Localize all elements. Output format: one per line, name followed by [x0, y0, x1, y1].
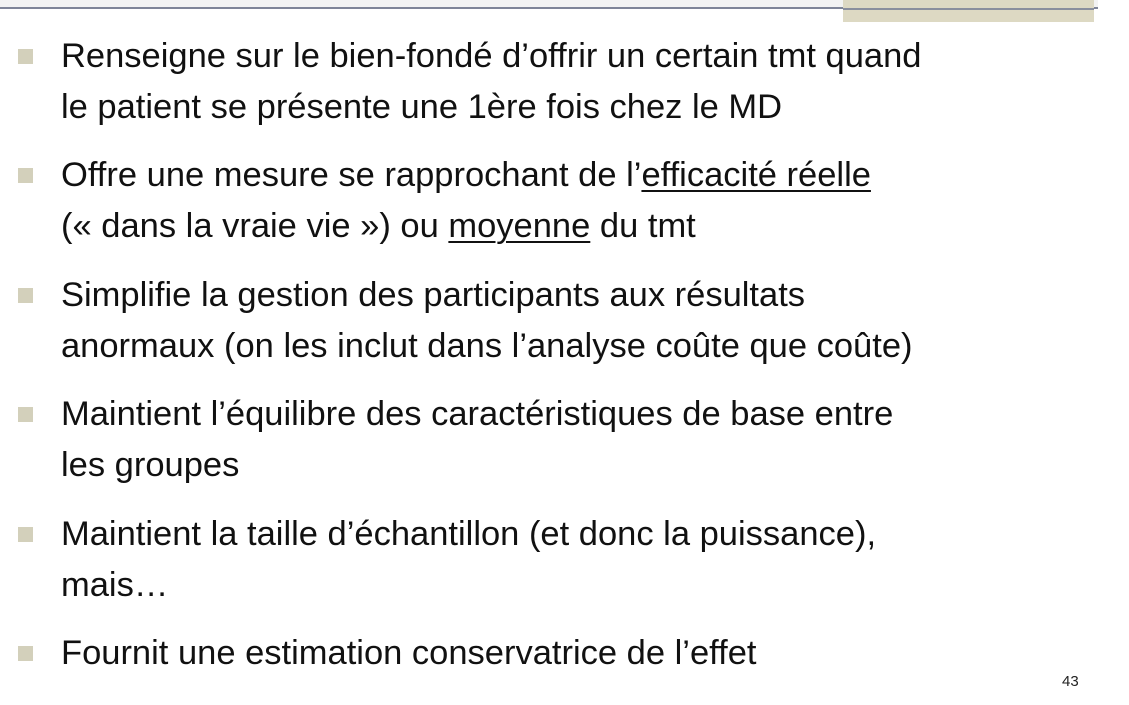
bullet-square-icon	[18, 646, 33, 661]
bullet-item	[0, 628, 1129, 679]
bullet-text-segment: du tmt	[590, 207, 696, 246]
bullet-text-line: anormaux (on les inclut dans l’analyse coûte que coûte)	[61, 326, 913, 365]
page-number: 43	[1062, 673, 1079, 690]
bullet-text-line: Renseigne sur le bien-fondé d’offrir un certain tmt quand	[61, 37, 922, 75]
bullet-text-line: Fournit une estimation conservatrice de l’effet	[61, 633, 757, 672]
bullet-text-line: le patient se présente une 1ère fois chez le MD	[61, 88, 783, 126]
bullet-item	[0, 389, 1129, 491]
bullet-square-icon	[18, 168, 33, 183]
bullet-text-line: Simplifie la gestion des participants aux résultats	[61, 275, 806, 314]
bullet-square-icon	[18, 407, 33, 422]
bullet-item	[0, 31, 1129, 133]
bullet-text-line: Maintient l’équilibre des caractéristiques de base entre	[61, 395, 894, 434]
bullet-square-icon	[18, 288, 33, 303]
underlined-term: moyenne	[448, 207, 591, 246]
bullet-text-segment: Offre une mesure se rapprochant de l’	[61, 156, 642, 195]
bullet-item	[0, 509, 1129, 611]
bullet-item	[0, 270, 1129, 372]
title-accent-line	[843, 8, 1094, 10]
bullet-text-line: les groupes	[61, 446, 240, 485]
bullet-square-icon	[18, 527, 33, 542]
bullet-item	[0, 150, 1129, 252]
title-accent-bar	[843, 0, 1094, 22]
bullet-text-segment: (« dans la vraie vie ») ou	[61, 207, 449, 246]
bullet-text-line: mais…	[61, 565, 169, 604]
underlined-term: efficacité réelle	[641, 156, 871, 195]
bullet-list	[0, 31, 1129, 696]
bullet-square-icon	[18, 49, 33, 64]
bullet-text-line: Maintient la taille d’échantillon (et donc la puissance),	[61, 514, 877, 553]
